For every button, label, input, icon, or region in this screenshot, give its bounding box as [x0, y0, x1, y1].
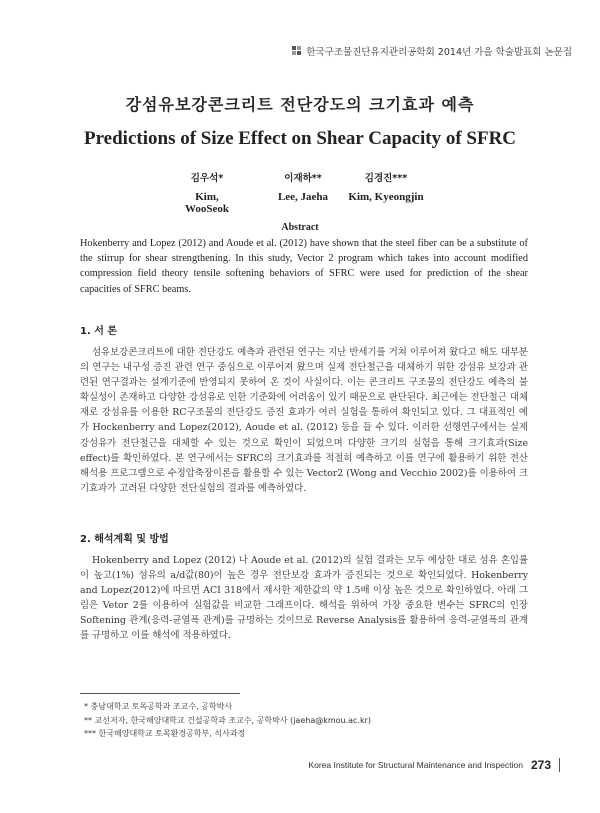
author-name-ko: 이재하** — [284, 173, 322, 184]
section-method — [80, 530, 528, 644]
page-number: 273 — [530, 758, 551, 772]
abstract-heading: Abstract — [281, 222, 319, 233]
abstract-text: Hokenberry and Lopez (2012) and Aoude et al. (2012) have shown that the steel fiber can be a substitute of the stirrup for shear strengthening. In this study, Vector 2 program which takes into account modified compression field theory tensile softening behaviors of SFRC were used for prediction of the shear capacities of SFRC beams. — [80, 238, 528, 295]
author-name-en: Kim, Kyeongjin — [348, 191, 424, 203]
conference-header — [292, 44, 572, 58]
conference-name: 한국구조물진단유지관리공학회 2014년 가을 학술발표회 논문집 — [306, 47, 572, 58]
page-footer — [308, 758, 560, 772]
footer-divider — [559, 758, 560, 772]
author-3 — [340, 170, 432, 203]
footnotes — [84, 700, 371, 741]
section-heading: 2. 해석계획 및 방법 — [80, 534, 169, 545]
section-body: 섬유보강콘크리트에 대한 전단강도 예측과 관련된 연구는 지난 반세기를 거쳐 이루어져 왔다고 해도 대부분의 연구는 내구성 증진 관련 연구 중심으로 이루어져 왔으며 실제 전단철근을 대체하기 위한 강섬유 보강과 관련된 연구결과는 설계기준에 반영되지 못하여 온 것이 사실이다. 이는 콘크리트 구조물의 전단강도 예측의 불확실성이 존재하고 다양한 강섬유로 인한 기준화에 어려움이 있기 때문으로 판단된다. 최근에는 전단철근 대체재로 강섬유를 이용한 RC구조물의 전단강도 증진 효과가 여러 실험을 통하여 확인되고 있다. 그 대표적인 예가 Hockenberry and Lopez(2012), Aoude et al. (2012) 등을 들 수 있다. 이러한 선행연구에서는 실제 강섬유가 전단철근을 대체할 수 있는 것으로 확인이 되었으며 다양한 크기의 실험을 통해 크기효과(Size effect)를 확인하였다. 본 연구에서는 SFRC의 크기효과를 적절히 예측하고 이를 연구에 활용하기 위한 전산해석용 프로그램으로 수정압축장이론을 활용할 수 있는 Vector2 (Wong and Vecchio 2002)를 이용하여 크기효과가 고려된 다양한 전단실험의 결과를 예측하였다. — [80, 347, 528, 494]
footnote-2: ** 교선저자, 한국해양대학교 건설공학과 조교수, 공학박사 (jaeha@kmou.ac.kr) — [84, 715, 372, 725]
author-name-en: Kim, WooSeok — [184, 191, 229, 215]
author-name-ko: 김우석* — [190, 173, 224, 184]
author-1 — [172, 170, 242, 215]
footer-institute: Korea Institute for Structural Maintenance and Inspection — [308, 760, 523, 770]
footnote-divider — [80, 693, 240, 694]
section-heading: 1. 서 론 — [80, 326, 118, 337]
section-body: Hokenberry and Lopez (2012) 나 Aoude et al. (2012)의 실험 결과는 모두 예상한 대로 섬유 혼입률이 높고(1%) 섬유의 a/d값(80)이 높은 경우 전단보강 효과가 증진되는 것으로 확인되었다. Hokenberry and Lopez(2012)에 따르면 ACI 318에서 제시한 제한값의 약 1.5배 이상 높은 것으로 확인하였다. 아래 그림은 Vetor 2를 이용하여 실험값을 비교한 그래프이다. 해석을 위하여 가장 중요한 변수는 SFRC의 인장 Softening 관계(응력-균열폭 관계)를 규명하는 것이므로 Reverse Analysis를 활용하여 응력-균열폭의 관계를 규명하고 이를 해석에 적용하였다. — [80, 555, 528, 642]
author-2 — [268, 170, 338, 203]
author-name-ko: 김경진*** — [364, 173, 408, 184]
footnote-3: *** 한국해양대학교 토목환경공학부, 석사과정 — [84, 729, 246, 738]
section-introduction — [80, 322, 528, 496]
paper-title-korean: 강섬유보강콘크리트 전단강도의 크기효과 예측 — [125, 95, 475, 114]
conference-logo-icon — [292, 46, 302, 56]
author-name-en: Lee, Jaeha — [277, 191, 329, 203]
footnote-1: * 충남대학교 토목공학과 조교수, 공학박사 — [84, 702, 233, 711]
paper-title-english: Predictions of Size Effect on Shear Capacity of SFRC — [83, 128, 517, 149]
